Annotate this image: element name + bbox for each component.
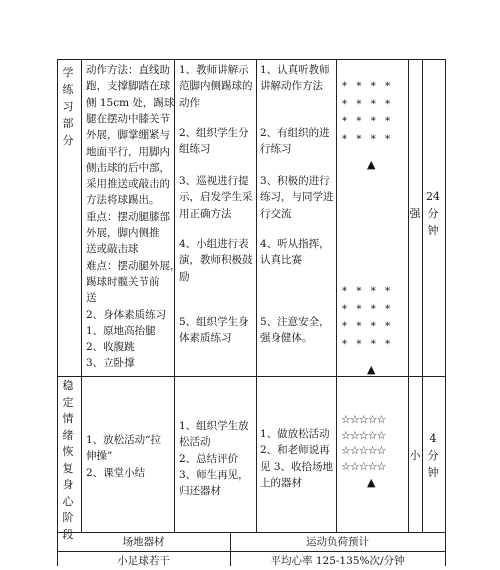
load-header: 运动负荷预计 bbox=[306, 536, 369, 548]
student-line: 行交流 bbox=[260, 207, 292, 220]
teacher-line: 1、组织学生放 bbox=[179, 420, 249, 432]
content-line: 动作方法：直线助 bbox=[86, 64, 170, 76]
teacher-line: 示，启发学生采 bbox=[179, 191, 253, 204]
teacher-line: 演，教师积极鼓 bbox=[179, 254, 253, 267]
formation-row: * * * * bbox=[342, 133, 392, 145]
section1-time: 24分钟 bbox=[426, 190, 440, 237]
content-line: 踢球时髋关节前 bbox=[86, 275, 160, 288]
section1-intensity: 强 bbox=[409, 207, 421, 220]
star-row: ☆☆☆☆☆ bbox=[341, 413, 386, 426]
content-line: 2、收腹跳 bbox=[86, 341, 135, 354]
student-line: 强身健体。 bbox=[260, 332, 313, 345]
teacher-line: 动作 bbox=[179, 96, 200, 109]
content-line: 外展，脚内侧推 bbox=[86, 227, 160, 239]
teacher-position-mark: ▲ bbox=[367, 476, 376, 489]
teacher-position-mark: ▲ bbox=[367, 158, 376, 171]
teacher-line: 2、总结评价 bbox=[179, 452, 239, 465]
content-line: 送 bbox=[86, 292, 97, 305]
section1-stage-label: 学练习部分 bbox=[62, 66, 74, 147]
student-line: 1、做放松活动 bbox=[260, 428, 330, 440]
teacher-line: 体素质练习 bbox=[179, 332, 232, 345]
content-line: 侧 15cm 处，踢球 bbox=[86, 96, 175, 109]
formation-row: * * * * bbox=[342, 81, 392, 92]
student-line: 2、和老师说再 bbox=[260, 444, 330, 457]
student-line: 练习，与同学进 bbox=[260, 191, 334, 204]
teacher-line: 3、巡视进行提 bbox=[179, 175, 249, 187]
star-row: ☆☆☆☆☆ bbox=[341, 444, 386, 457]
section2-intensity: 小 bbox=[409, 449, 421, 462]
star-row: ☆☆☆☆☆ bbox=[341, 459, 386, 473]
content-line: 方法将球踢出。 bbox=[86, 194, 160, 207]
content-line: 2、课堂小结 bbox=[86, 466, 146, 479]
col-divider-2 bbox=[174, 59, 175, 532]
content-line: 外展，脚掌绷紧与 bbox=[86, 129, 170, 142]
equipment-header: 场地器材 bbox=[122, 536, 165, 548]
content-line: 3、立卧撑 bbox=[86, 357, 135, 370]
teacher-line: 组练习 bbox=[179, 143, 211, 156]
col-divider-1 bbox=[81, 59, 82, 532]
equipment-value: 小足球若干 bbox=[117, 555, 170, 567]
col-divider-4 bbox=[336, 59, 337, 532]
student-line: 认真比赛 bbox=[260, 254, 302, 267]
formation-row: * * * * bbox=[342, 286, 392, 297]
student-line: 5、注意安全， bbox=[260, 316, 330, 328]
formation-row: * * * * bbox=[342, 338, 392, 350]
col-divider-3 bbox=[256, 59, 257, 532]
student-line: 3、积极的进行 bbox=[260, 175, 330, 187]
student-line: 讲解动作方法 bbox=[260, 80, 323, 93]
formation-row: * * * * bbox=[342, 98, 392, 110]
teacher-line: 用正确方法 bbox=[179, 207, 232, 220]
content-line: 1、原地高抬腿 bbox=[86, 324, 156, 337]
content-line: 送或敲击球 bbox=[86, 243, 139, 256]
table-right-border bbox=[445, 59, 446, 566]
teacher-line: 松活动 bbox=[179, 436, 211, 449]
footer-divider bbox=[57, 532, 445, 533]
teacher-line: 4、小组进行表 bbox=[179, 238, 249, 250]
teacher-position-mark: ▲ bbox=[367, 363, 376, 376]
content-line: 地面平行，用脚内 bbox=[86, 145, 170, 158]
section2-stage-label: 稳定情绪恢复身心阶段 bbox=[62, 379, 74, 541]
formation-row: * * * * bbox=[342, 303, 392, 315]
table-left-border bbox=[57, 59, 58, 566]
teacher-line: 励 bbox=[179, 270, 190, 283]
teacher-line: 3、师生再见， bbox=[179, 468, 249, 481]
section-divider bbox=[57, 376, 445, 377]
table-top-border bbox=[57, 59, 445, 60]
load-value: 平均心率 125-135%次/分钟 bbox=[270, 555, 405, 567]
section2-time: 4分钟 bbox=[427, 432, 439, 479]
student-line: 1、认真听教师 bbox=[260, 64, 330, 76]
content-line: 侧击球的后中部， bbox=[86, 161, 170, 174]
content-line: 伸操” bbox=[86, 450, 113, 463]
content-line: 1、放松活动“拉 bbox=[86, 434, 162, 446]
student-line: 上的器材 bbox=[260, 476, 302, 489]
col-divider-6 bbox=[422, 59, 423, 532]
teacher-line: 范脚内侧踢球的 bbox=[179, 80, 253, 93]
student-line: 2、有组织的进 bbox=[260, 127, 330, 139]
content-line: 难点：摆动腿外展， bbox=[86, 259, 181, 272]
teacher-line: 2、组织学生分 bbox=[179, 127, 249, 139]
content-line: 跑，支撑脚踏在球 bbox=[86, 80, 170, 93]
footer-header-divider bbox=[57, 551, 445, 552]
content-line: 采用推送或敲击的 bbox=[86, 178, 170, 191]
formation-row: * * * * bbox=[342, 116, 392, 127]
student-line: 行练习 bbox=[260, 143, 292, 156]
formation-row: * * * * bbox=[342, 321, 392, 332]
teacher-line: 1、教师讲解示 bbox=[179, 64, 249, 76]
star-row: ☆☆☆☆☆ bbox=[341, 428, 386, 442]
teacher-line: 5、组织学生身 bbox=[179, 316, 249, 328]
content-line: 2、身体素质练习 bbox=[86, 308, 167, 321]
content-line: 重点：摆动腿膝部 bbox=[86, 210, 170, 223]
teacher-line: 归还器材 bbox=[179, 485, 221, 498]
content-line: 腿在摆动中膝关节 bbox=[86, 112, 170, 125]
student-line: 4、听从指挥， bbox=[260, 238, 330, 250]
student-line: 见 3、收拾场地 bbox=[260, 460, 334, 473]
